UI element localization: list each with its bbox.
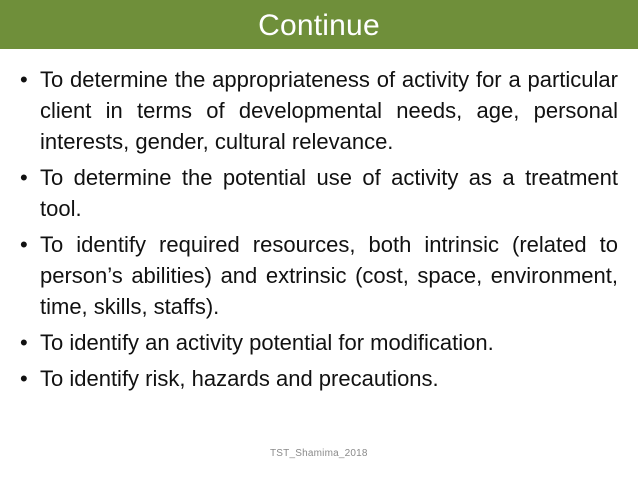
bullet-dot-icon: • [20,67,28,92]
bullet-item [20,229,618,322]
bullet-list [20,64,618,399]
slide-title: Continue [258,8,380,42]
bullet-item [20,327,618,358]
bullet-text: To identify an activity potential for modification. [40,330,494,355]
bullet-item [20,64,618,157]
bullet-text: To determine the appropriateness of activity for a particular client in terms of developmental needs, age, personal interests, gender, cultural relevance. [40,67,618,154]
bullet-dot-icon: • [20,330,28,355]
title-bar [0,0,638,49]
bullet-text: To identify risk, hazards and precautions. [40,366,439,391]
bullet-text: To identify required resources, both intrinsic (related to person’s abilities) and extrinsic (cost, space, environment, time, skills, staffs). [40,232,618,319]
bullet-text: To determine the potential use of activity as a treatment tool. [40,165,618,221]
bullet-dot-icon: • [20,232,28,257]
bullet-item [20,162,618,224]
bullet-dot-icon: • [20,165,28,190]
bullet-dot-icon: • [20,366,28,391]
footer-credit: TST_Shamima_2018 [270,448,368,459]
bullet-item [20,363,618,394]
